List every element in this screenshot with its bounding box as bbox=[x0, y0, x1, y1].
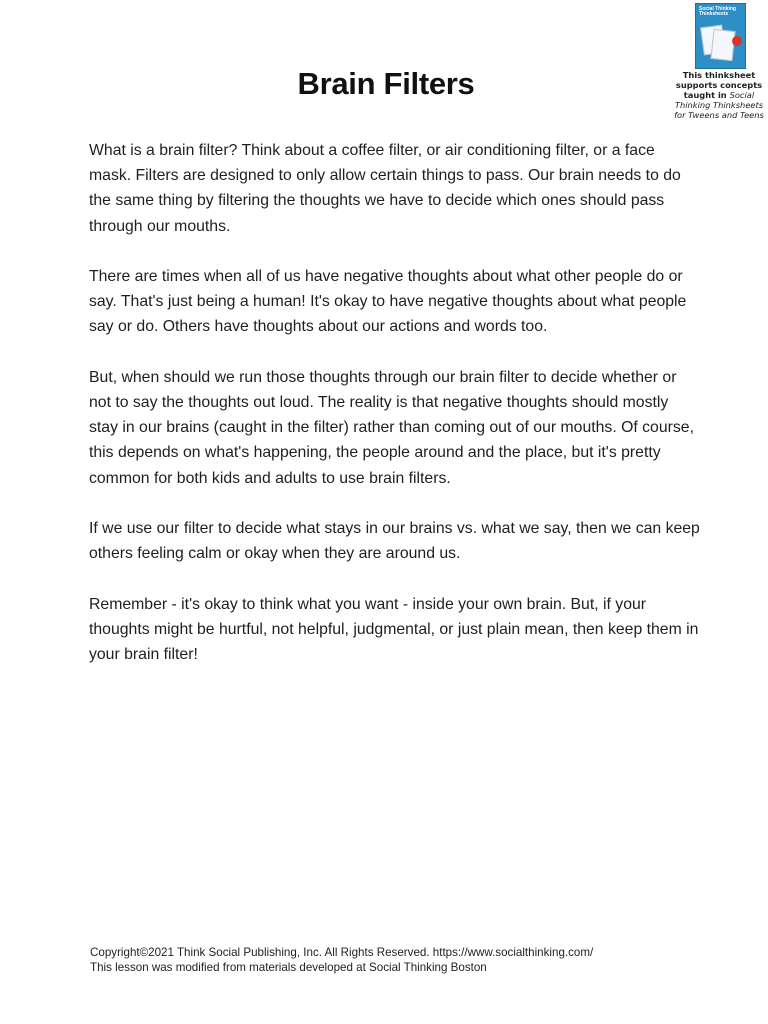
note-line-italic: Social bbox=[729, 90, 755, 100]
book-cover-title bbox=[699, 7, 744, 17]
book-cover-title-line-1: Social Thinking bbox=[699, 6, 736, 12]
book-cover-image bbox=[695, 3, 746, 69]
paragraph: There are times when all of us have negative thoughts about what other people do or say. That's just being a human! It's okay to have negative thoughts about what people say or do. Others have thoughts about our actions and words too. bbox=[89, 268, 687, 336]
note-line: for Tweens and Teens bbox=[674, 110, 764, 120]
paragraph: But, when should we run those thoughts through our brain filter to decide whether or not to say the thoughts out loud. The reality is that negative thoughts should mostly stay in our brains (caught in the filter) rather than coming out of our mouths. Of course, this depends on what's happening, the people around and the place, but it's pretty common for both kids and adults to use brain filters. bbox=[89, 368, 694, 487]
paragraph: What is a brain filter? Think about a coffee filter, or air conditioning filter, or a face mask. Filters are designed to only allow certain things to pass. Our brain needs to do the same thing by filtering the thoughts we have to decide which ones should pass through our mouths. bbox=[89, 142, 681, 235]
copyright-line: Copyright©2021 Think Social Publishing, Inc. All Rights Reserved. https://www.socialthinking.com/ bbox=[90, 946, 594, 959]
book-cover-title-line-2: Thinksheets bbox=[699, 11, 729, 17]
book-cover-badge bbox=[732, 36, 742, 46]
document-body bbox=[89, 138, 701, 692]
note-line: supports concepts bbox=[675, 80, 763, 90]
note-line-prefix: taught in bbox=[683, 90, 730, 100]
page-footer bbox=[90, 945, 730, 975]
note-line: This thinksheet bbox=[682, 70, 756, 80]
book-cover-sheet bbox=[710, 29, 735, 61]
book-reference-note bbox=[670, 70, 768, 120]
page-title: Brain Filters bbox=[297, 66, 475, 101]
credit-line: This lesson was modified from materials developed at Social Thinking Boston bbox=[90, 961, 487, 974]
paragraph: If we use our filter to decide what stays in our brains vs. what we say, then we can keep others feeling calm or okay when they are around us. bbox=[89, 520, 700, 563]
note-line: Thinking Thinksheets bbox=[674, 100, 764, 110]
paragraph: Remember - it's okay to think what you want - inside your own brain. But, if your thoughts might be hurtful, not helpful, judgmental, or just plain mean, then keep them in your brain filter! bbox=[89, 595, 699, 663]
note-line bbox=[670, 90, 768, 100]
